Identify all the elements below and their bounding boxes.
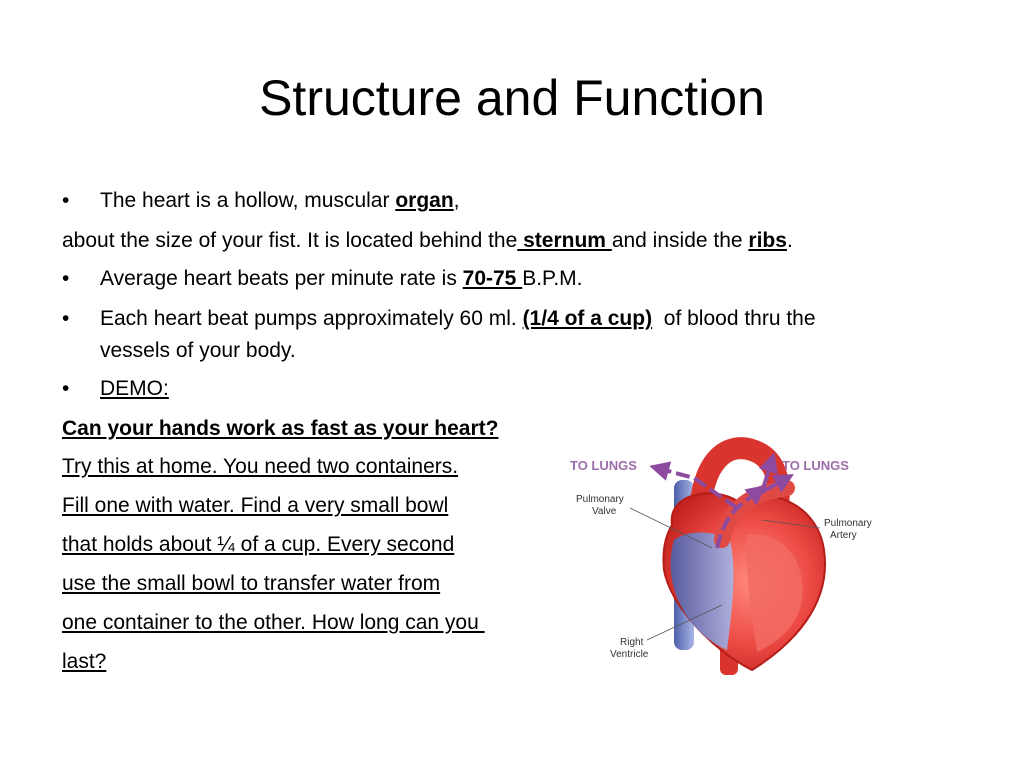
demo-label: DEMO: (100, 377, 169, 400)
text: The heart is a hollow, muscular (100, 189, 396, 212)
text: , (453, 189, 460, 212)
right-ventricle-label: Ventricle (610, 649, 649, 660)
demo-line: last? (62, 650, 107, 673)
demo-line: Fill one with water. Find a very small bowl (62, 494, 449, 517)
demo-line: use the small bowl to transfer water from (62, 572, 441, 595)
bullet-heart-organ (100, 186, 460, 216)
text: and inside the (611, 229, 749, 252)
bullet-heart-rate (100, 264, 583, 294)
text: Average heart beats per minute rate is (100, 267, 463, 290)
slide-title: Structure and Function (259, 70, 765, 126)
pulmonary-artery-label: Artery (830, 530, 857, 541)
text: about the size of your fist. It is located behind the (62, 229, 518, 252)
pulmonary-valve-label: Pulmonary (576, 494, 624, 505)
bullet-dot: • (62, 377, 70, 400)
heart-diagram (562, 430, 902, 690)
to-lungs-left-label: TO LUNGS (570, 458, 637, 473)
right-ventricle-label: Right (620, 637, 644, 648)
organ-term: organ (395, 189, 454, 212)
demo-line: Try this at home. You need two containers. (62, 455, 459, 478)
sternum-term: sternum (517, 229, 612, 252)
cup-amount: (1/4 of a cup) (522, 307, 653, 330)
demo-line: one container to the other. How long can you (62, 611, 485, 634)
demo-line: that holds about ¼ of a cup. Every second (62, 533, 455, 556)
text: of blood thru the (652, 307, 816, 330)
text: B.P.M. (522, 267, 583, 290)
to-lungs-right-label: TO LUNGS (782, 458, 849, 473)
text: Each heart beat pumps approximately 60 ml. (100, 307, 523, 330)
pulmonary-artery-label: Pulmonary (824, 518, 872, 529)
bullet-dot: • (62, 307, 70, 330)
bullet-dot: • (62, 267, 70, 290)
heart-illustration (562, 430, 902, 690)
bullet-heart-pump (100, 304, 816, 334)
location-line (62, 226, 793, 256)
bullet-heart-pump-cont: vessels of your body. (100, 339, 296, 362)
demo-question: Can your hands work as fast as your heart? (62, 417, 499, 440)
ribs-term: ribs (748, 229, 787, 252)
text: . (786, 229, 793, 252)
bullet-dot: • (62, 189, 70, 212)
rate-value: 70-75 (462, 267, 523, 290)
pulmonary-valve-label: Valve (592, 506, 617, 517)
